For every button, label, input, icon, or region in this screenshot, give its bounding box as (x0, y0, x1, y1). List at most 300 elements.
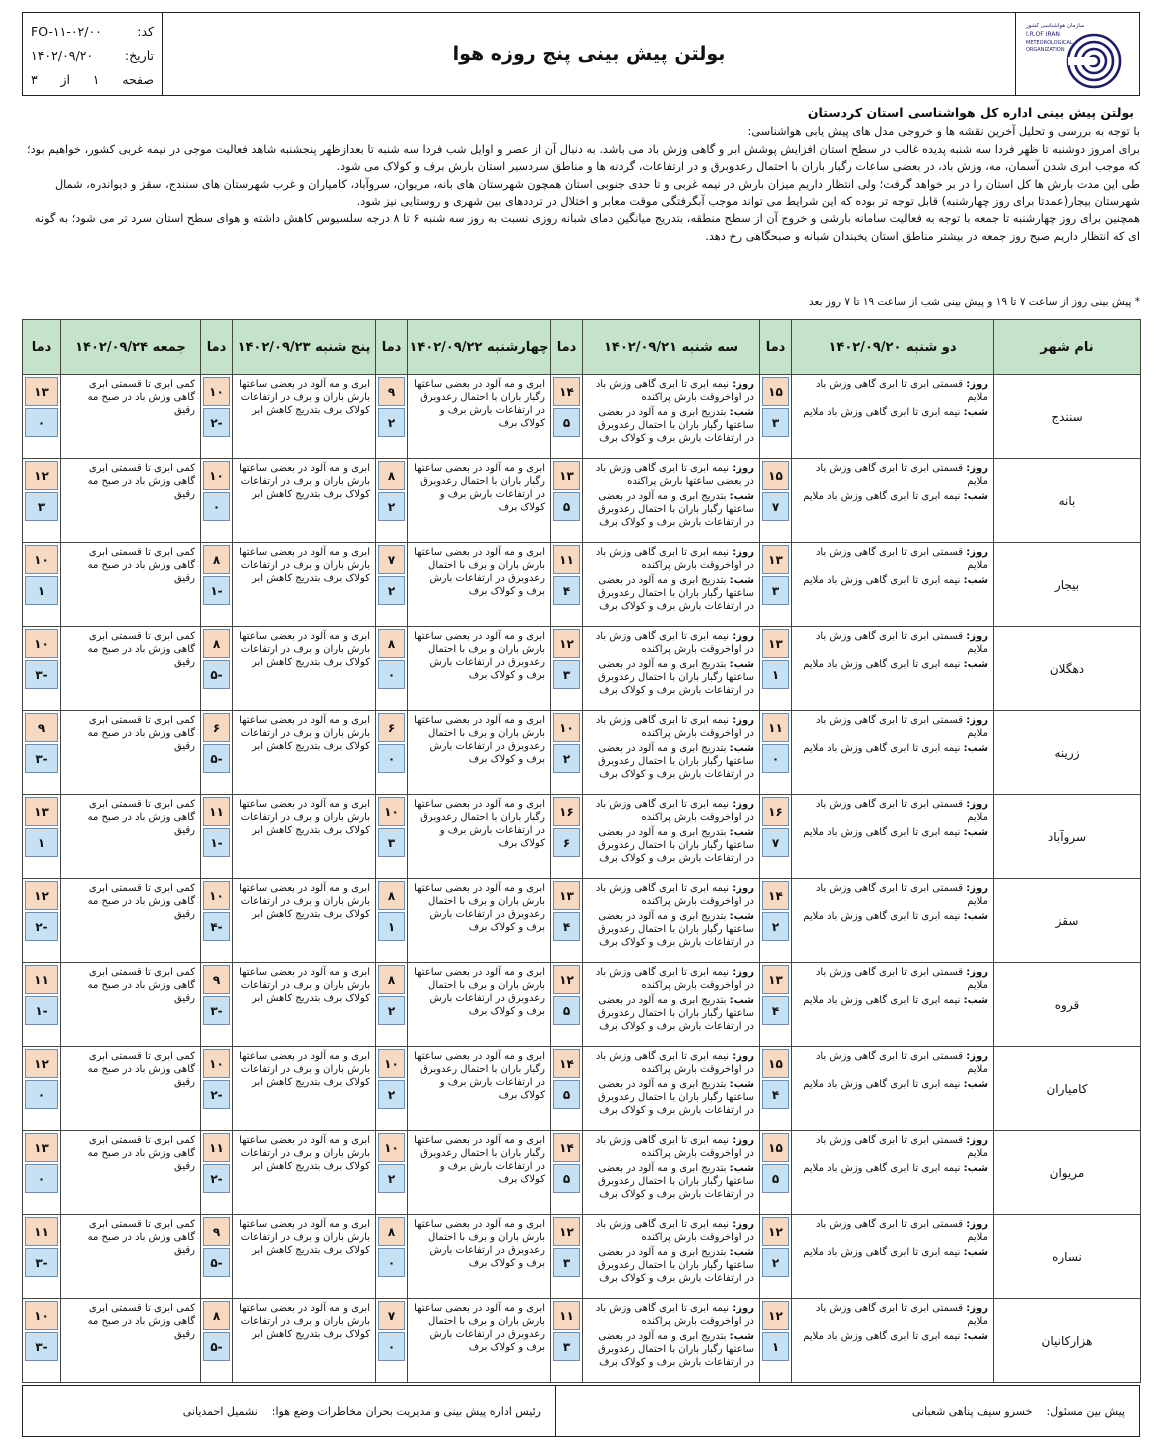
min-temp: ۳ (553, 1332, 580, 1361)
day3-temp (376, 1299, 408, 1383)
min-temp: ۴ (553, 576, 580, 605)
table-row (23, 1131, 1141, 1215)
table-row (23, 963, 1141, 1047)
day-header: جمعه ۱۴۰۲/۰۹/۲۴ (61, 320, 201, 375)
max-temp: ۸ (378, 461, 405, 490)
day2-description (583, 879, 760, 963)
day4-description: ابری و مه آلود در بعضی ساعتها بارش باران و برف در ارتفاعات کولاک برف بتدریج کاهش ابر (233, 795, 376, 879)
day-forecast (588, 1134, 754, 1160)
min-temp: -۱ (203, 576, 230, 605)
day-label: روز: (732, 1051, 754, 1062)
chief-cell (23, 1386, 555, 1436)
day-forecast-text: نیمه ابری تا ابری گاهی وزش باد در اواخروقت بارش پراکنده (595, 379, 754, 403)
day5-temp (23, 1047, 61, 1131)
night-forecast-text: بتدریج ابری و مه آلود در بعضی ساعتها رگبار باران با احتمال رعدوبرق در ارتفاعات بارش برف و کولاک برف (597, 407, 754, 444)
city-name: بیجار (994, 543, 1141, 627)
max-temp: ۱۵ (762, 461, 789, 490)
day4-temp (201, 879, 233, 963)
day-forecast (588, 462, 754, 488)
date-label: تاریخ: (124, 47, 154, 63)
min-temp: -۱ (203, 828, 230, 857)
night-forecast (797, 1078, 988, 1091)
night-forecast (588, 574, 754, 613)
min-temp: ۰ (378, 1332, 405, 1361)
max-temp: ۱۳ (762, 629, 789, 658)
min-temp: -۵ (203, 660, 230, 689)
night-forecast (797, 574, 988, 587)
day-header: چهارشنبه ۱۴۰۲/۰۹/۲۲ (408, 320, 551, 375)
day4-description: ابری و مه آلود در بعضی ساعتها بارش باران و برف در ارتفاعات کولاک برف بتدریج کاهش ابر (233, 375, 376, 459)
day5-temp (23, 963, 61, 1047)
day2-description (583, 459, 760, 543)
day-label: روز: (732, 631, 754, 642)
night-forecast (588, 406, 754, 445)
day3-description: ابری و مه آلود در بعضی ساعتها رگبار باران با احتمال رعدوبرق در ارتفاعات بارش برف و کولاک برف (408, 1131, 551, 1215)
city-header: نام شهر (994, 320, 1141, 375)
night-forecast-text: بتدریج ابری و مه آلود در بعضی ساعتها رگبار باران با احتمال رعدوبرق در ارتفاعات بارش برف و کولاک برف (597, 1247, 754, 1284)
table-row (23, 795, 1141, 879)
night-forecast-text: نیمه ابری تا ابری گاهی وزش باد ملایم (803, 491, 961, 502)
night-label: شب: (963, 827, 988, 838)
day-label: روز: (966, 883, 988, 894)
day-forecast-text: نیمه ابری تا ابری گاهی وزش باد در اواخروقت بارش پراکنده (595, 799, 754, 823)
max-temp: ۱۱ (25, 965, 58, 994)
max-temp: ۹ (378, 377, 405, 406)
min-temp: ۲ (378, 996, 405, 1025)
night-forecast-text: بتدریج ابری و مه آلود در بعضی ساعتها رگبار باران با احتمال رعدوبرق در ارتفاعات بارش برف و کولاک برف (597, 827, 754, 864)
day4-description: ابری و مه آلود در بعضی ساعتها بارش باران و برف در ارتفاعات کولاک برف بتدریج کاهش ابر (233, 1131, 376, 1215)
night-forecast-text: نیمه ابری تا ابری گاهی وزش باد ملایم (803, 407, 961, 418)
day4-temp (201, 543, 233, 627)
night-forecast (588, 1162, 754, 1201)
document-meta (23, 13, 163, 95)
min-temp: -۴ (203, 912, 230, 941)
day4-temp (201, 459, 233, 543)
day2-temp (551, 1047, 583, 1131)
night-label: شب: (729, 491, 754, 502)
day5-description: کمی ابری تا قسمتی ابری گاهی وزش باد در صبح مه رقیق (61, 795, 201, 879)
day4-description: ابری و مه آلود در بعضی ساعتها بارش باران و برف در ارتفاعات کولاک برف بتدریج کاهش ابر (233, 1047, 376, 1131)
day-header: پنج شنبه ۱۴۰۲/۰۹/۲۳ (233, 320, 376, 375)
max-temp: ۱۰ (203, 377, 230, 406)
max-temp: ۱۳ (553, 881, 580, 910)
intro-paragraph: طی این مدت بارش ها کل استان را در بر خواهد گرفت؛ ولی انتظار داریم میزان بارش در نیمه غربی و تا حدی جنوبی استان همچون شهرستان های بانه، مریوان، سروآباد، کامیاران و غرب شهرستان های سنندج، سقز و دیواندره، شمال شهرستان بیجار(عمدتا برای روز چهارشنبه) قابل توجه تر بوده که این شرایط می تواند موجب آبگرفتگی موقت معابر و اختلال در ترددهای بین شهری و روستایی نیز شود. (54, 177, 1140, 209)
day-label: روز: (966, 631, 988, 642)
max-temp: ۹ (203, 1217, 230, 1246)
day1-description (792, 711, 994, 795)
day-forecast (797, 462, 988, 488)
day4-description: ابری و مه آلود در بعضی ساعتها بارش باران و برف در ارتفاعات کولاک برف بتدریج کاهش ابر (233, 879, 376, 963)
min-temp: ۴ (553, 912, 580, 941)
day-header: دو شنبه ۱۴۰۲/۰۹/۲۰ (792, 320, 994, 375)
day3-temp (376, 459, 408, 543)
day-forecast (588, 378, 754, 404)
day3-description: ابری و مه آلود در بعضی ساعتها بارش باران و برف با احتمال رعدوبرق در ارتفاعات بارش برف و کولاک برف (408, 543, 551, 627)
day-forecast (797, 882, 988, 908)
night-forecast-text: نیمه ابری تا ابری گاهی وزش باد ملایم (803, 995, 961, 1006)
night-label: شب: (963, 1163, 988, 1174)
day5-temp (23, 543, 61, 627)
day4-temp (201, 627, 233, 711)
day-forecast-text: نیمه ابری تا ابری گاهی وزش باد در اواخروقت بارش پراکنده (595, 1135, 754, 1159)
city-name: زرینه (994, 711, 1141, 795)
day-forecast (588, 966, 754, 992)
min-temp: ۲ (378, 1164, 405, 1193)
day2-description (583, 711, 760, 795)
max-temp: ۸ (203, 629, 230, 658)
day2-temp (551, 543, 583, 627)
chief-label: رئیس اداره پیش بینی و مدیریت بحران مخاطرات وضع هوا: (271, 1404, 541, 1418)
min-temp: ۳ (25, 492, 58, 521)
min-temp: -۲ (203, 408, 230, 437)
max-temp: ۱۲ (762, 1301, 789, 1330)
min-temp: ۷ (762, 828, 789, 857)
day1-description (792, 879, 994, 963)
min-temp: ۵ (553, 1080, 580, 1109)
day-forecast (797, 1050, 988, 1076)
day2-description (583, 963, 760, 1047)
logo-text-3: ORGANIZATION (1026, 47, 1065, 53)
day4-temp (201, 795, 233, 879)
day-forecast-text: نیمه ابری تا ابری گاهی وزش باد در اواخروقت بارش پراکنده (595, 883, 754, 907)
min-temp: ۲ (378, 1080, 405, 1109)
day4-description: ابری و مه آلود در بعضی ساعتها بارش باران و برف در ارتفاعات کولاک برف بتدریج کاهش ابر (233, 1215, 376, 1299)
day-label: روز: (732, 463, 754, 474)
day5-description: کمی ابری تا قسمتی ابری گاهی وزش باد در صبح مه رقیق (61, 1215, 201, 1299)
day5-description: کمی ابری تا قسمتی ابری گاهی وزش باد در صبح مه رقیق (61, 543, 201, 627)
day5-description: کمی ابری تا قسمتی ابری گاهی وزش باد در صبح مه رقیق (61, 711, 201, 795)
max-temp: ۱۳ (762, 545, 789, 574)
day2-description (583, 1299, 760, 1383)
max-temp: ۱۴ (553, 1049, 580, 1078)
day2-description (583, 1131, 760, 1215)
day-forecast (588, 882, 754, 908)
max-temp: ۱۱ (203, 1133, 230, 1162)
min-temp: ۳ (553, 660, 580, 689)
city-name: سروآباد (994, 795, 1141, 879)
day3-temp (376, 879, 408, 963)
day-label: روز: (966, 379, 988, 390)
day-label: روز: (732, 1135, 754, 1146)
night-forecast (797, 910, 988, 923)
min-temp: ۶ (553, 828, 580, 857)
table-row (23, 543, 1141, 627)
night-forecast-text: نیمه ابری تا ابری گاهی وزش باد ملایم (803, 827, 961, 838)
day-forecast (588, 1302, 754, 1328)
day-forecast-text: قسمتی ابری تا ابری گاهی وزش باد ملایم (815, 1219, 988, 1243)
night-label: شب: (729, 827, 754, 838)
max-temp: ۱۲ (553, 1217, 580, 1246)
day1-temp (760, 375, 792, 459)
max-temp: ۱۱ (25, 1217, 58, 1246)
max-temp: ۸ (378, 1217, 405, 1246)
day-label: روز: (966, 547, 988, 558)
night-forecast (588, 910, 754, 949)
min-temp: ۵ (553, 1164, 580, 1193)
night-forecast (797, 1330, 988, 1343)
day2-temp (551, 1131, 583, 1215)
night-forecast-text: نیمه ابری تا ابری گاهی وزش باد ملایم (803, 1079, 961, 1090)
day-forecast-text: نیمه ابری تا ابری گاهی وزش باد در اواخروقت بارش پراکنده (595, 631, 754, 655)
table-row (23, 1299, 1141, 1383)
day-forecast-text: قسمتی ابری تا ابری گاهی وزش باد ملایم (815, 1135, 988, 1159)
max-temp: ۱۰ (203, 461, 230, 490)
max-temp: ۱۰ (25, 1301, 58, 1330)
day3-temp (376, 1047, 408, 1131)
day-label: روز: (732, 547, 754, 558)
page-num: ۱ (92, 71, 100, 87)
page-row (31, 67, 154, 91)
day1-description (792, 375, 994, 459)
day2-temp (551, 375, 583, 459)
min-temp: ۲ (553, 744, 580, 773)
date-value: ۱۴۰۲/۰۹/۲۰ (31, 47, 94, 63)
max-temp: ۱۰ (378, 1049, 405, 1078)
day4-temp (201, 1047, 233, 1131)
night-forecast-text: بتدریج ابری و مه آلود در بعضی ساعتها رگبار باران با احتمال رعدوبرق در ارتفاعات بارش برف و کولاک برف (597, 491, 754, 528)
day3-description: ابری و مه آلود در بعضی ساعتها رگبار باران با احتمال رعدوبرق در ارتفاعات بارش برف و کولاک برف (408, 1047, 551, 1131)
night-forecast-text: نیمه ابری تا ابری گاهی وزش باد ملایم (803, 743, 961, 754)
day-forecast-text: نیمه ابری تا ابری گاهی وزش باد در اواخروقت بارش پراکنده (595, 1303, 754, 1327)
min-temp: ۲ (378, 576, 405, 605)
max-temp: ۱۱ (762, 713, 789, 742)
min-temp: ۰ (762, 744, 789, 773)
city-name: دهگلان (994, 627, 1141, 711)
min-temp: ۳ (553, 1248, 580, 1277)
max-temp: ۸ (378, 629, 405, 658)
day-forecast (588, 798, 754, 824)
min-temp: ۱ (25, 576, 58, 605)
max-temp: ۶ (378, 713, 405, 742)
code-label: کد: (137, 23, 154, 39)
night-label: شب: (963, 911, 988, 922)
night-label: شب: (729, 1163, 754, 1174)
max-temp: ۹ (25, 713, 58, 742)
day-forecast-text: قسمتی ابری تا ابری گاهی وزش باد ملایم (815, 1303, 988, 1327)
max-temp: ۱۲ (25, 881, 58, 910)
night-label: شب: (963, 743, 988, 754)
day4-temp (201, 1131, 233, 1215)
night-label: شب: (729, 575, 754, 586)
night-forecast-text: بتدریج ابری و مه آلود در بعضی ساعتها رگبار باران با احتمال رعدوبرق در ارتفاعات بارش برف و کولاک برف (597, 911, 754, 948)
forecast-table (22, 319, 1141, 1383)
day4-description: ابری و مه آلود در بعضی ساعتها بارش باران و برف در ارتفاعات کولاک برف بتدریج کاهش ابر (233, 459, 376, 543)
meteorological-organization-logo (1024, 17, 1132, 93)
min-temp: -۳ (25, 1332, 58, 1361)
day-label: روز: (966, 1051, 988, 1062)
day5-description: کمی ابری تا قسمتی ابری گاهی وزش باد در صبح مه رقیق (61, 1047, 201, 1131)
page-label: صفحه (122, 71, 154, 87)
min-temp: ۲ (378, 492, 405, 521)
day3-temp (376, 963, 408, 1047)
day3-description: ابری و مه آلود در بعضی ساعتها بارش باران و برف با احتمال رعدوبرق در ارتفاعات بارش برف و کولاک برف (408, 1299, 551, 1383)
day-forecast-text: قسمتی ابری تا ابری گاهی وزش باد ملایم (815, 463, 988, 487)
day-forecast (797, 798, 988, 824)
day5-temp (23, 795, 61, 879)
day-forecast-text: قسمتی ابری تا ابری گاهی وزش باد ملایم (815, 379, 988, 403)
day-forecast (588, 546, 754, 572)
day-forecast-text: نیمه ابری تا ابری گاهی وزش باد در اواخروقت بارش پراکنده (595, 715, 754, 739)
temp-header: دما (760, 320, 792, 375)
max-temp: ۱۲ (25, 1049, 58, 1078)
day4-temp (201, 375, 233, 459)
day-label: روز: (732, 379, 754, 390)
day2-temp (551, 627, 583, 711)
max-temp: ۱۰ (378, 1133, 405, 1162)
page-total: ۳ (31, 71, 38, 87)
intro-paragraph: با توجه به بررسی و تحلیل آخرین نقشه ها و خروجی مدل های پیش یابی هواشناسی: (747, 125, 1140, 139)
night-forecast-text: بتدریج ابری و مه آلود در بعضی ساعتها رگبار باران با احتمال رعدوبرق در ارتفاعات بارش برف و کولاک برف (597, 743, 754, 780)
day2-temp (551, 1215, 583, 1299)
day5-temp (23, 375, 61, 459)
day5-temp (23, 459, 61, 543)
chief-name: نشمیل احمدیانی (182, 1404, 258, 1418)
day4-temp (201, 711, 233, 795)
max-temp: ۱۴ (553, 1133, 580, 1162)
day1-temp (760, 795, 792, 879)
night-forecast (797, 406, 988, 419)
forecaster-label: پیش بین مسئول: (1046, 1404, 1125, 1418)
max-temp: ۸ (378, 965, 405, 994)
table-row (23, 1047, 1141, 1131)
day-label: روز: (966, 715, 988, 726)
max-temp: ۱۲ (553, 629, 580, 658)
city-name: هزارکانیان (994, 1299, 1141, 1383)
night-forecast (588, 742, 754, 781)
day-forecast (797, 546, 988, 572)
forecaster-name: خسرو سیف پناهی شعبانی (911, 1404, 1033, 1418)
day5-description: کمی ابری تا قسمتی ابری گاهی وزش باد در صبح مه رقیق (61, 375, 201, 459)
day-label: روز: (732, 799, 754, 810)
intro-paragraph: برای امروز دوشنبه تا ظهر فردا سه شنبه پدیده غالب در سطح استان افزایش پوشش ابر و گاهی وزش باد می باشد. به دنبال آن از عصر و اوایل شب فردا سه شنبه تا بعدازظهر پنجشنبه شاهد فعالیت موجی در نیمه غربی کشور، خواهیم بود؛ که موجب ابری شدن آسمان، مه، وزش باد، در بعضی ساعات رگبار باران با احتمال رعدوبرق و در ارتفاعات، گردنه ها و مناطق سردسیر استان بارش برف و کولاک می شود. (26, 142, 1140, 174)
max-temp: ۶ (203, 713, 230, 742)
min-temp: ۷ (762, 492, 789, 521)
day4-description: ابری و مه آلود در بعضی ساعتها بارش باران و برف در ارتفاعات کولاک برف بتدریج کاهش ابر (233, 1299, 376, 1383)
night-label: شب: (963, 575, 988, 586)
min-temp: ۱ (25, 828, 58, 857)
min-temp: ۱ (762, 1332, 789, 1361)
day1-temp (760, 1299, 792, 1383)
day3-description: ابری و مه آلود در بعضی ساعتها رگبار باران با احتمال رعدوبرق در ارتفاعات بارش برف و کولاک برف (408, 375, 551, 459)
max-temp: ۱۰ (378, 797, 405, 826)
day3-description: ابری و مه آلود در بعضی ساعتها رگبار باران با احتمال رعدوبرق در ارتفاعات بارش برف و کولاک برف (408, 459, 551, 543)
day1-temp (760, 543, 792, 627)
min-temp: ۰ (378, 1248, 405, 1277)
min-temp: ۰ (203, 492, 230, 521)
day-label: روز: (966, 967, 988, 978)
day3-temp (376, 543, 408, 627)
temp-header: دما (201, 320, 233, 375)
day2-description (583, 375, 760, 459)
max-temp: ۱۰ (203, 881, 230, 910)
night-forecast-text: بتدریج ابری و مه آلود در بعضی ساعتها رگبار باران با احتمال رعدوبرق در ارتفاعات بارش برف و کولاک برف (597, 575, 754, 612)
min-temp: -۳ (25, 1248, 58, 1277)
city-name: نساره (994, 1215, 1141, 1299)
day2-temp (551, 1299, 583, 1383)
day-forecast-text: قسمتی ابری تا ابری گاهی وزش باد ملایم (815, 715, 988, 739)
night-forecast (797, 658, 988, 671)
day-header: سه شنبه ۱۴۰۲/۰۹/۲۱ (583, 320, 760, 375)
night-label: شب: (963, 659, 988, 670)
logo-text-fa: سازمان هواشناسی کشور (1026, 23, 1085, 29)
max-temp: ۷ (378, 1301, 405, 1330)
day1-temp (760, 627, 792, 711)
max-temp: ۸ (203, 545, 230, 574)
day-forecast (797, 1134, 988, 1160)
day3-description: ابری و مه آلود در بعضی ساعتها بارش باران و برف با احتمال رعدوبرق در ارتفاعات بارش برف و کولاک برف (408, 879, 551, 963)
day1-description (792, 795, 994, 879)
max-temp: ۸ (203, 1301, 230, 1330)
day3-description: ابری و مه آلود در بعضی ساعتها بارش باران و برف با احتمال رعدوبرق در ارتفاعات بارش برف و کولاک برف (408, 711, 551, 795)
table-row (23, 459, 1141, 543)
min-temp: ۴ (762, 1080, 789, 1109)
forecaster-cell (555, 1386, 1139, 1436)
day-forecast-text: قسمتی ابری تا ابری گاهی وزش باد ملایم (815, 883, 988, 907)
day3-temp (376, 375, 408, 459)
min-temp: ۲ (762, 912, 789, 941)
night-forecast (588, 1246, 754, 1285)
night-forecast-text: بتدریج ابری و مه آلود در بعضی ساعتها رگبار باران با احتمال رعدوبرق در ارتفاعات بارش برف و کولاک برف (597, 1079, 754, 1116)
min-temp: ۲ (378, 408, 405, 437)
max-temp: ۹ (203, 965, 230, 994)
day-label: روز: (966, 463, 988, 474)
day-forecast (588, 1218, 754, 1244)
day1-description (792, 459, 994, 543)
max-temp: ۱۶ (553, 797, 580, 826)
table-row (23, 1215, 1141, 1299)
night-forecast-text: نیمه ابری تا ابری گاهی وزش باد ملایم (803, 1331, 961, 1342)
day5-description: کمی ابری تا قسمتی ابری گاهی وزش باد در صبح مه رقیق (61, 459, 201, 543)
day3-description: ابری و مه آلود در بعضی ساعتها بارش باران و برف با احتمال رعدوبرق در ارتفاعات بارش برف و کولاک برف (408, 963, 551, 1047)
day2-temp (551, 711, 583, 795)
day2-temp (551, 459, 583, 543)
day1-description (792, 1047, 994, 1131)
night-forecast-text: نیمه ابری تا ابری گاهی وزش باد ملایم (803, 911, 961, 922)
day5-temp (23, 1131, 61, 1215)
min-temp: ۱ (378, 912, 405, 941)
night-forecast (797, 826, 988, 839)
day-forecast (797, 714, 988, 740)
temp-header: دما (23, 320, 61, 375)
day5-description: کمی ابری تا قسمتی ابری گاهی وزش باد در صبح مه رقیق (61, 1299, 201, 1383)
day-forecast (797, 1302, 988, 1328)
day-label: روز: (966, 1135, 988, 1146)
night-label: شب: (963, 1331, 988, 1342)
night-label: شب: (963, 995, 988, 1006)
max-temp: ۱۱ (203, 797, 230, 826)
day-forecast-text: نیمه ابری تا ابری گاهی وزش باد در اواخروقت بارش پراکنده (595, 967, 754, 991)
day1-temp (760, 963, 792, 1047)
day5-temp (23, 1299, 61, 1383)
night-forecast (588, 1078, 754, 1117)
min-temp: ۵ (762, 1164, 789, 1193)
min-temp: -۳ (25, 744, 58, 773)
night-forecast (588, 994, 754, 1033)
day2-temp (551, 879, 583, 963)
day-forecast-text: قسمتی ابری تا ابری گاهی وزش باد ملایم (815, 799, 988, 823)
day-forecast-text: قسمتی ابری تا ابری گاهی وزش باد ملایم (815, 967, 988, 991)
night-label: شب: (963, 1247, 988, 1258)
day-label: روز: (966, 799, 988, 810)
day2-description (583, 795, 760, 879)
max-temp: ۱۲ (25, 461, 58, 490)
signature-footer (22, 1385, 1140, 1437)
day-label: روز: (732, 883, 754, 894)
day5-temp (23, 627, 61, 711)
max-temp: ۱۵ (762, 1133, 789, 1162)
max-temp: ۱۳ (25, 1133, 58, 1162)
intro-section (22, 104, 1140, 245)
